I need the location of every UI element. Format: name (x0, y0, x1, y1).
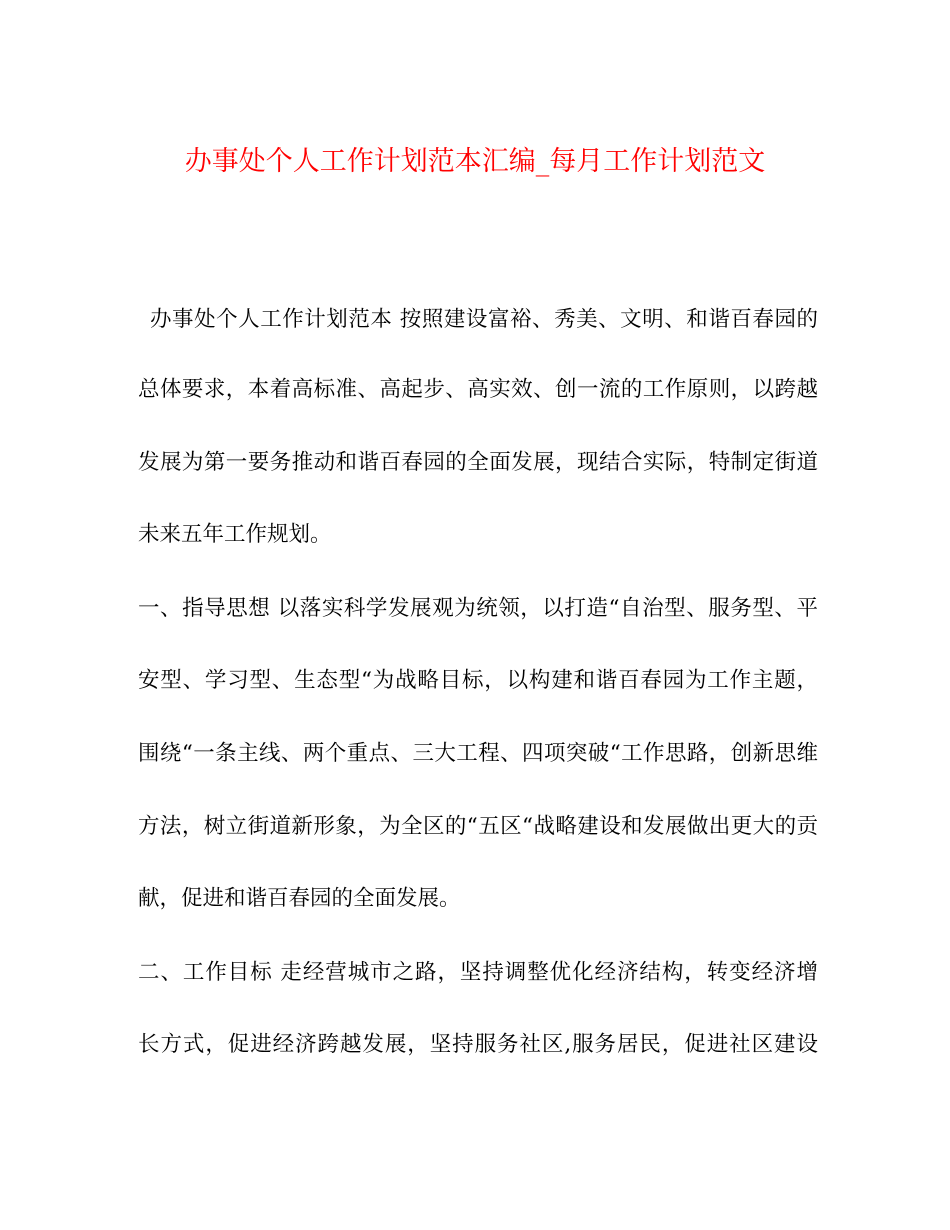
paragraph-line: 长方式，促进经济跨越发展，坚持服务社区,服务居民，促进社区建设 (138, 1032, 818, 1057)
paragraph-line: 方法，树立街道新形象，为全区的“五区“战略建设和发展做出更大的贡 (138, 814, 818, 839)
paragraph-line: 发展为第一要务推动和谐百春园的全面发展，现结合实际，特制定街道 (138, 450, 818, 475)
paragraph-line: 安型、学习型、生态型“为战略目标，以构建和谐百春园为工作主题， (138, 668, 818, 693)
paragraph-line: 二、工作目标 走经营城市之路，坚持调整优化经济结构，转变经济增 (138, 960, 818, 985)
paragraph-line: 总体要求，本着高标准、高起步、高实效、创一流的工作原则，以跨越 (138, 377, 818, 402)
paragraph-line: 未来五年工作规划。 (138, 522, 332, 547)
paragraph-line: 献，促进和谐百春园的全面发展。 (138, 886, 461, 911)
paragraph-line: 一、指导思想 以落实科学发展观为统领，以打造“自治型、服务型、平 (138, 596, 818, 621)
paragraph-line: 围绕“一条主线、两个重点、三大工程、四项突破“工作思路，创新思维 (138, 741, 818, 766)
document-title: 办事处个人工作计划范本汇编_每月工作计划范文 (184, 146, 766, 177)
paragraph-line: 办事处个人工作计划范本 按照建设富裕、秀美、文明、和谐百春园的 (150, 307, 818, 332)
